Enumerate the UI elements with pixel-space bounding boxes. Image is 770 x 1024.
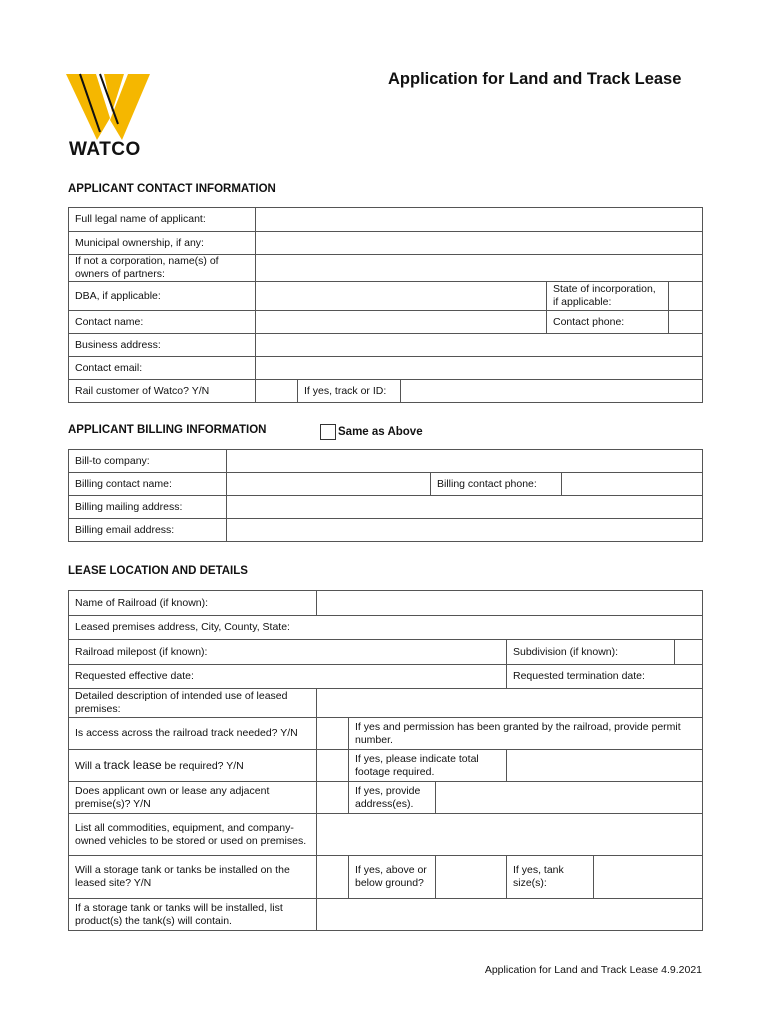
field-footage[interactable] (507, 750, 703, 782)
label-tank-products: If a storage tank or tanks will be installed, list product(s) the tank(s) will contain. (69, 899, 317, 931)
field-adjacent-premises[interactable] (317, 782, 349, 814)
field-track-or-id[interactable] (401, 380, 703, 403)
label-billing-email-address: Billing email address: (69, 519, 227, 542)
label-dba: DBA, if applicable: (69, 282, 256, 311)
page-title: Application for Land and Track Lease (388, 70, 682, 88)
label-track-or-id: If yes, track or ID: (298, 380, 401, 403)
field-railroad-name[interactable] (317, 591, 703, 616)
label-contact-email: Contact email: (69, 357, 256, 380)
field-access-needed[interactable] (317, 718, 349, 750)
field-premises-address[interactable] (69, 616, 703, 640)
label-billing-contact-phone: Billing contact phone: (431, 473, 562, 496)
label-municipal-ownership: Municipal ownership, if any: (69, 232, 256, 255)
field-contact-name[interactable] (256, 311, 547, 334)
field-municipal-ownership[interactable] (256, 232, 703, 255)
field-storage-tank[interactable] (317, 856, 349, 899)
field-billing-email-address[interactable] (227, 519, 703, 542)
label-commodities: List all commodities, equipment, and company-owned vehicles to be stored or used on premises. (69, 814, 317, 856)
field-billing-mailing-address[interactable] (227, 496, 703, 519)
field-billing-contact-phone[interactable] (562, 473, 703, 496)
label-effective-date: Requested effective date: (75, 670, 194, 682)
label-intended-use: Detailed description of intended use of leased premises: (69, 689, 317, 718)
billing-section-heading: APPLICANT BILLING INFORMATION (68, 424, 267, 436)
field-full-legal-name[interactable] (256, 208, 703, 232)
label-owners-partners: If not a corporation, name(s) of owners of partners: (69, 255, 256, 282)
label-bill-to-company: Bill-to company: (69, 450, 227, 473)
same-as-above-label: Same as Above (338, 426, 423, 439)
footer-text: Application for Land and Track Lease 4.9.2021 (484, 964, 702, 976)
label-full-legal-name: Full legal name of applicant: (69, 208, 256, 232)
label-access-needed: Is access across the railroad track needed? Y/N (69, 718, 317, 750)
field-business-address[interactable] (256, 334, 703, 357)
field-rail-customer[interactable] (256, 380, 298, 403)
same-as-above-checkbox[interactable] (320, 424, 336, 440)
label-contact-name: Contact name: (69, 311, 256, 334)
label-billing-mailing-address: Billing mailing address: (69, 496, 227, 519)
field-track-lease-required[interactable] (317, 750, 349, 782)
label-footage: If yes, please indicate total footage required. (349, 750, 507, 782)
field-tank-sizes[interactable] (594, 856, 703, 899)
field-contact-email[interactable] (256, 357, 703, 380)
label-state-incorporation: State of incorporation, if applicable: (547, 282, 669, 311)
label-subdivision: Subdivision (if known): (507, 640, 675, 664)
field-owners-partners[interactable] (256, 255, 703, 282)
field-termination-date[interactable] (507, 665, 703, 689)
field-dba[interactable] (256, 282, 547, 311)
field-tank-products[interactable] (317, 899, 703, 931)
label-permit-number: If yes and permission has been granted by the railroad, provide permit number. (355, 720, 681, 746)
field-adjacent-address[interactable] (436, 782, 703, 814)
field-state-incorporation[interactable] (669, 282, 703, 311)
label-rail-customer: Rail customer of Watco? Y/N (69, 380, 256, 403)
label-provide-address: If yes, provide address(es). (349, 782, 436, 814)
label-storage-tank: Will a storage tank or tanks be installed on the leased site? Y/N (69, 856, 317, 899)
subdivision-cell (507, 640, 703, 665)
label-contact-phone: Contact phone: (547, 311, 669, 334)
field-commodities[interactable] (317, 814, 703, 856)
lease-section-heading: LEASE LOCATION AND DETAILS (68, 565, 248, 577)
field-above-below-ground[interactable] (436, 856, 507, 899)
label-railroad-name: Name of Railroad (if known): (69, 591, 317, 616)
contact-table (68, 207, 703, 403)
label-business-address: Business address: (69, 334, 256, 357)
field-effective-date[interactable] (69, 665, 507, 689)
label-termination-date: Requested termination date: (513, 670, 645, 682)
field-railroad-milepost[interactable] (69, 640, 507, 665)
field-intended-use[interactable] (317, 689, 703, 718)
watco-logo-text: WATCO (69, 139, 141, 160)
contact-section-heading: APPLICANT CONTACT INFORMATION (68, 183, 276, 195)
billing-table (68, 449, 703, 542)
label-adjacent-premises: Does applicant own or lease any adjacent premise(s)? Y/N (69, 782, 317, 814)
lease-table (68, 590, 703, 931)
label-tank-sizes: If yes, tank size(s): (507, 856, 594, 899)
field-contact-phone[interactable] (669, 311, 703, 334)
label-above-below-ground: If yes, above or below ground? (349, 856, 436, 899)
same-as-above-option[interactable] (320, 424, 423, 440)
field-billing-contact-name[interactable] (227, 473, 431, 496)
label-railroad-milepost: Railroad milepost (if known): (75, 645, 208, 658)
field-subdivision[interactable] (675, 640, 702, 664)
label-premises-address: Leased premises address, City, County, State: (75, 621, 290, 633)
field-bill-to-company[interactable] (227, 450, 703, 473)
label-billing-contact-name: Billing contact name: (69, 473, 227, 496)
label-track-lease-required: Will a track lease be required? Y/N (69, 750, 317, 782)
field-permit-number[interactable] (349, 718, 703, 750)
